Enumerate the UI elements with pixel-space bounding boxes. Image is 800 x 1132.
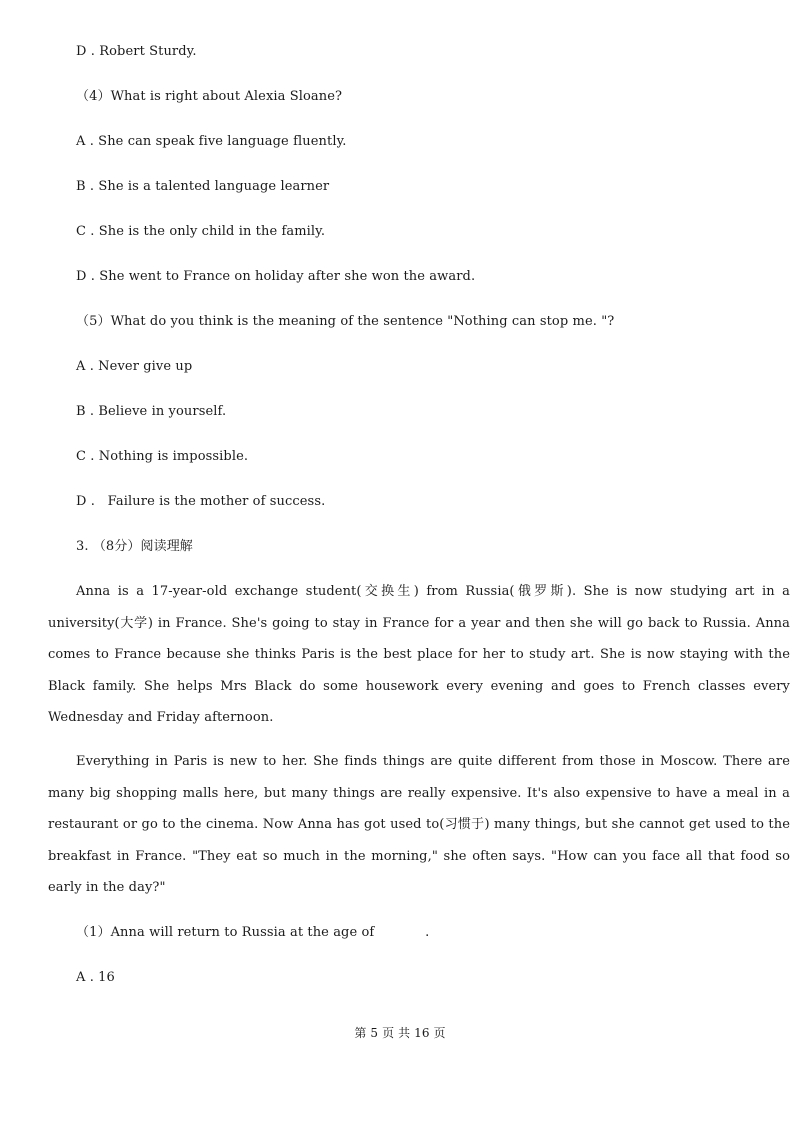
option-d: D . She went to France on holiday after she won the award. bbox=[76, 269, 476, 284]
question-4: （4）What is right about Alexia Sloane? bbox=[76, 89, 343, 104]
option-a: A . She can speak five language fluently. bbox=[76, 134, 347, 149]
question-1: （1）Anna will return to Russia at the age of . bbox=[76, 925, 430, 940]
passage-paragraph-1: Anna is a 17-year-old exchange student(交换生) from Russia(俄罗斯). She is now studying art in a university(大学) in France. She's going to stay in France for a year and then she will go back to Russia. Anna comes to France because she thinks Paris is the best place for her to study art. She is now staying with the Black family. She helps Mrs Black do some housework every evening and goes to French classes every Wednesday and Friday afternoon. bbox=[48, 584, 790, 725]
option-a: A . 16 bbox=[76, 970, 115, 985]
page-footer: 第 5 页 共 16 页 bbox=[354, 1026, 446, 1040]
section-heading: 3. （8分）阅读理解 bbox=[76, 539, 193, 554]
option-c: C . Nothing is impossible. bbox=[76, 449, 249, 464]
option-a: A . Never give up bbox=[76, 359, 193, 374]
option-d-robert-sturdy: D . Robert Sturdy. bbox=[76, 44, 197, 59]
question-5: （5）What do you think is the meaning of the sentence "Nothing can stop me. "? bbox=[76, 314, 615, 329]
option-b: B . Believe in yourself. bbox=[76, 404, 227, 419]
option-b: B . She is a talented language learner bbox=[76, 179, 330, 194]
option-d: D . Failure is the mother of success. bbox=[76, 494, 326, 509]
passage-paragraph-2: Everything in Paris is new to her. She finds things are quite different from those in Moscow. There are many big shopping malls here, but many things are really expensive. It's also expensive to have a meal in a restaurant or go to the cinema. Now Anna has got used to(习惯于) many things, but she cannot get used to the breakfast in France. "They eat so much in the morning," she often says. "How can you face all that food so early in the day?" bbox=[48, 754, 790, 895]
option-c: C . She is the only child in the family. bbox=[76, 224, 326, 239]
